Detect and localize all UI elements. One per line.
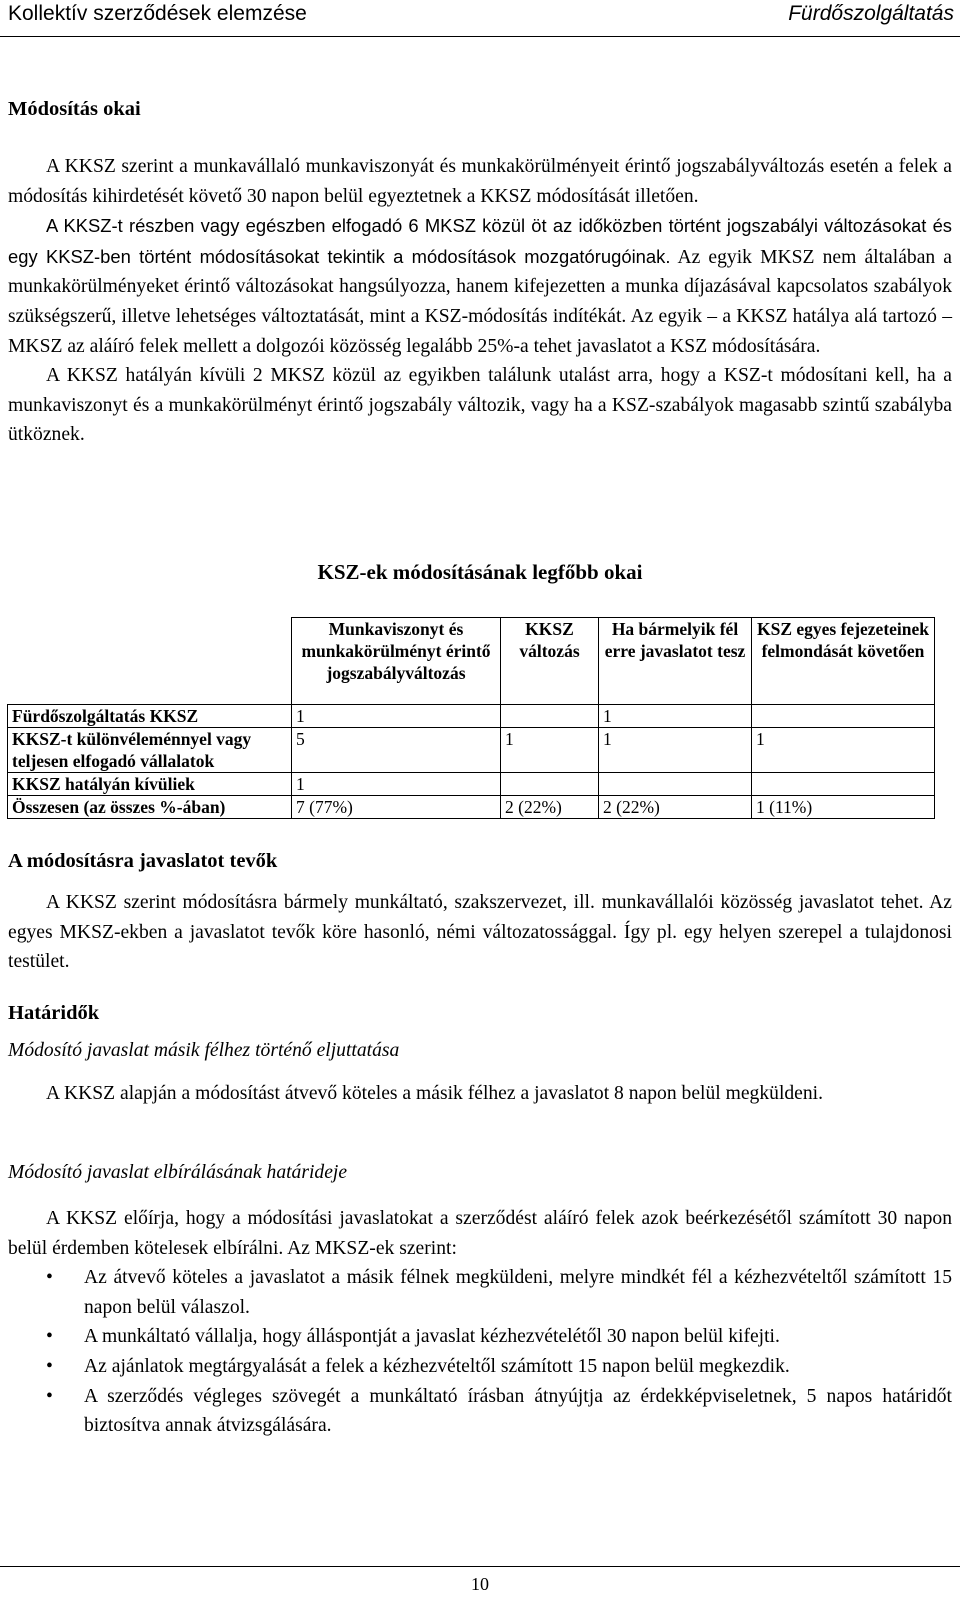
list-item-text: Az átvevő köteles a javaslatot a másik félnek megküldeni, melyre mindkét fél a kézhezvételtől számított 15 napon belül válaszol. — [84, 1267, 952, 1318]
row-label: Összesen (az összes %-ában) — [8, 796, 292, 819]
row-label: KKSZ hatályán kívüliek — [8, 773, 292, 796]
table-cell: 7 (77%) — [292, 796, 501, 819]
heading-javaslattevok: A módosításra javaslatot tevők — [8, 850, 278, 872]
list-item — [8, 1352, 952, 1382]
row-label: KKSZ-t különvéleménnyel vagy teljesen elfogadó vállalatok — [8, 728, 292, 773]
column-header: Munkaviszonyt és munkakörülményt érintő jogszabályváltozás — [292, 618, 501, 705]
subheading: Módosító javaslat elbírálásának határideje — [8, 1162, 348, 1183]
section3-body-2 — [8, 1204, 952, 1441]
section2-body — [8, 888, 952, 977]
table-cell: 1 — [599, 728, 752, 773]
table-row-total — [8, 796, 935, 819]
paragraph-serif-part: Az egyik MKSZ nem általában a munkakörülményeket érintő változásokat hangsúlyozza, hanem kifejezetten a munka díjazásával kapcsolatos szabályok szükségszerű, illetve lehetséges változtatását, mint a KSZ-módosítás indítékát. Az egyik – a KKSZ hatálya alá tartozó – MKSZ az aláíró felek mellett a dolgozói közösség legalább 25%-a tehet javaslatot a KSZ módosítására. — [8, 246, 952, 357]
list-item — [8, 1322, 952, 1352]
table-cell: 1 — [599, 705, 752, 728]
paragraph — [8, 211, 952, 361]
table-corner-cell — [8, 618, 292, 705]
section1-body — [8, 152, 952, 450]
reasons-table — [7, 617, 935, 819]
table-cell: 1 — [501, 728, 599, 773]
bullet-icon: • — [46, 1267, 53, 1289]
bullet-icon: • — [46, 1355, 53, 1377]
footer-divider — [0, 1566, 960, 1567]
table-cell — [501, 773, 599, 796]
table-cell: 1 (11%) — [752, 796, 935, 819]
heading-hataridok: Határidők — [8, 1002, 100, 1024]
bullet-icon: • — [46, 1385, 53, 1407]
table-cell — [752, 773, 935, 796]
table-title: KSZ-ek módosításának legfőbb okai — [317, 560, 643, 584]
table-header-row — [8, 618, 935, 705]
row-label: Fürdőszolgáltatás KKSZ — [8, 705, 292, 728]
paragraph: A KKSZ alapján a módosítást átvevő köteles a másik félhez a javaslatot 8 napon belül megküldeni. — [46, 1083, 824, 1104]
list-item-text: A munkáltató vállalja, hogy álláspontját a javaslat kézhezvételétől 30 napon belül kifejti. — [84, 1326, 780, 1348]
document-title: Kollektív szerződések elemzése — [8, 2, 307, 25]
bullet-icon: • — [46, 1326, 53, 1348]
table-cell — [599, 773, 752, 796]
column-header: KKSZ változás — [501, 618, 599, 705]
list-item — [8, 1263, 952, 1322]
column-header: Ha bármelyik fél erre javaslatot tesz — [599, 618, 752, 705]
table-cell: 2 (22%) — [501, 796, 599, 819]
header-divider — [0, 36, 960, 37]
page-number: 10 — [471, 1574, 489, 1594]
table-cell: 1 — [752, 728, 935, 773]
table-cell: 2 (22%) — [599, 796, 752, 819]
table-row — [8, 728, 935, 773]
paragraph: A KKSZ szerint a munkavállaló munkaviszonyát és munkakörülményeit érintő jogszabályváltozás esetén a felek a módosítás kihirdetését követő 30 napon belül egyeztetnek a KKSZ módosítását illetően. — [8, 156, 952, 207]
column-header: KSZ egyes fejezeteinek felmondását követően — [752, 618, 935, 705]
paragraph: A KKSZ hatályán kívüli 2 MKSZ közül az egyikben találunk utalást arra, hogy a KSZ-t módosítani kell, ha a munkaviszonyt és a munkakörülményt érintő jogszabály változik, vagy ha a KSZ-szabályok magasabb szintű szabályba ütköznek. — [8, 365, 952, 446]
table-cell: 1 — [292, 773, 501, 796]
table-cell — [752, 705, 935, 728]
list-item-text: A szerződés végleges szövegét a munkáltató írásban átnyújtja az érdekképviseletnek, 5 napos határidőt biztosítva annak átvizsgálására. — [84, 1385, 952, 1437]
list-item — [8, 1382, 952, 1441]
section3-body-1 — [8, 1079, 952, 1109]
table-row — [8, 773, 935, 796]
table-cell: 5 — [292, 728, 501, 773]
section-title: Fürdőszolgáltatás — [788, 2, 954, 25]
paragraph: A KKSZ előírja, hogy a módosítási javaslatokat a szerződést aláíró felek azok beérkezésétől számított 30 napon belül érdemben kötelesek elbírálni. Az MKSZ-ek szerint: — [8, 1208, 952, 1259]
heading-modositas-okai: Módosítás okai — [8, 98, 141, 120]
table-cell: 1 — [292, 705, 501, 728]
list-item-text: Az ajánlatok megtárgyalását a felek a kézhezvételtől számított 15 napon belül megkezdik. — [84, 1355, 790, 1377]
deadline-list — [8, 1263, 952, 1441]
paragraph-sans-part: A KKSZ-t részben vagy egészben elfogadó 6 MKSZ közül öt az időközben történt jogszabályi változásokat és egy KKSZ-ben történt módosításokat tekintik a módosítások mozgatórugóinak. — [8, 215, 952, 267]
page-header — [0, 0, 960, 34]
subheading: Módosító javaslat másik félhez történő eljuttatása — [8, 1040, 400, 1061]
paragraph: A KKSZ szerint módosításra bármely munkáltató, szakszervezet, ill. munkavállalói közösség javaslatot tehet. Az egyes MKSZ-ekben a javaslatot tevők köre hasonló, némi változatossággal. Így pl. egy helyen szerepel a tulajdonosi testület. — [8, 892, 952, 973]
table-row — [8, 705, 935, 728]
table-cell — [501, 705, 599, 728]
